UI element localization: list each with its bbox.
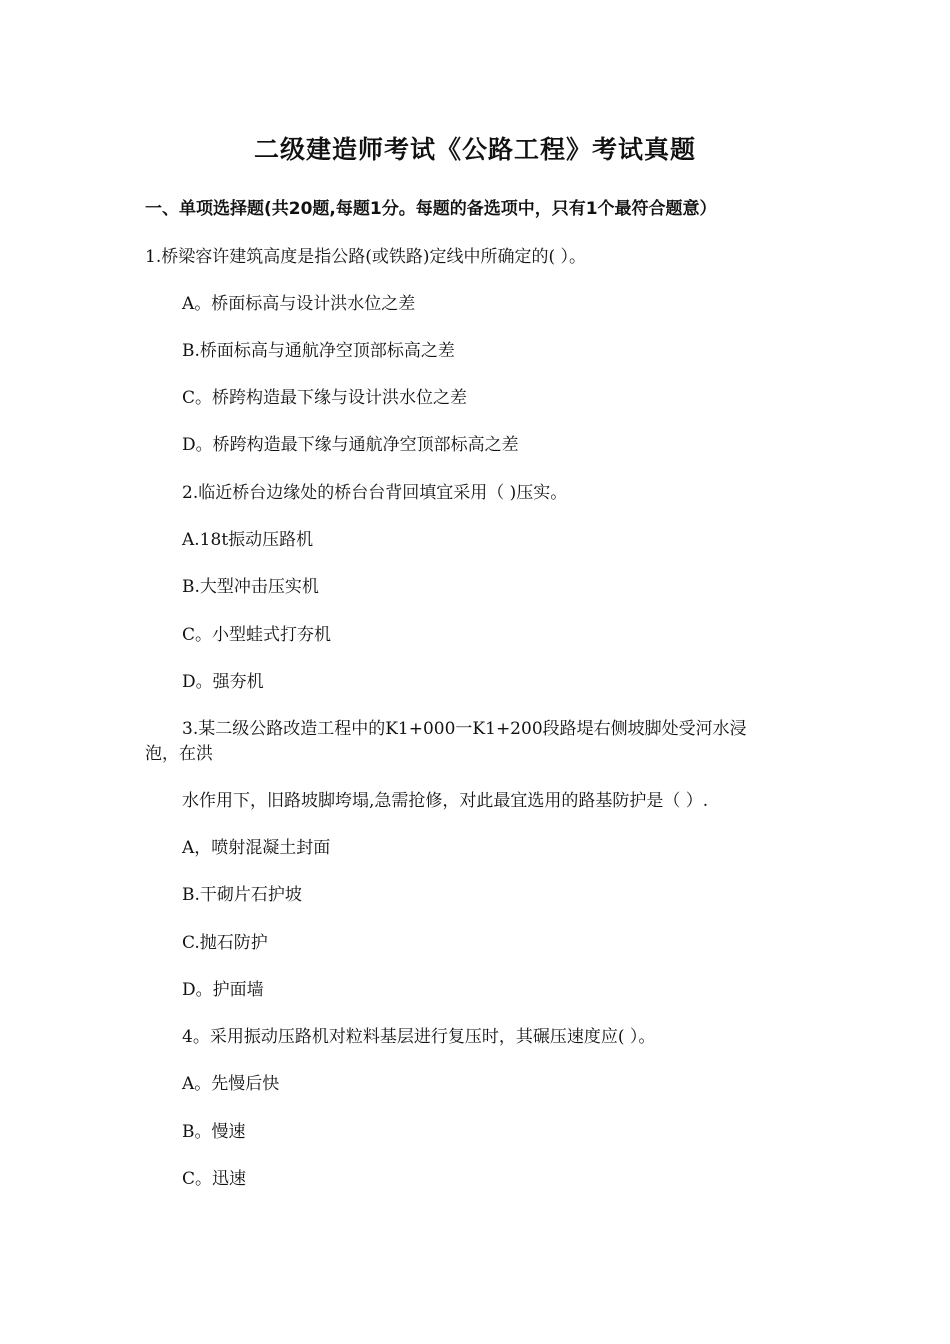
section-heading: 一、单项选择题(共20题,每题1分。每题的备选项中，只有1个最符合题意） <box>145 199 717 219</box>
question-3-option-a: A，喷射混凝土封面 <box>182 838 331 858</box>
question-1-option-b: B.桥面标高与通航净空顶部标高之差 <box>182 341 455 361</box>
question-1-stem: 1.桥梁容许建筑高度是指公路(或铁路)定线中所确定的( ）。 <box>145 247 587 267</box>
document-title: 二级建造师考试《公路工程》考试真题 <box>253 135 696 164</box>
question-2-option-b: B.大型冲击压实机 <box>182 577 319 597</box>
question-4-stem: 4。采用振动压路机对粒料基层进行复压时，其碾压速度应( ）。 <box>182 1027 656 1047</box>
question-4-option-b: B。慢速 <box>182 1122 246 1142</box>
question-2-option-d: D。强夯机 <box>182 672 264 692</box>
question-1-option-d: D。桥跨构造最下缘与通航净空顶部标高之差 <box>182 435 519 455</box>
question-2-option-a: A.18t振动压路机 <box>182 530 314 550</box>
question-1-option-c: C。桥跨构造最下缘与设计洪水位之差 <box>182 388 468 408</box>
question-3-stem-line-1: 3.某二级公路改造工程中的K1+000一K1+200段路堤右侧坡脚处受河水浸 <box>182 719 747 739</box>
question-3-stem-line-2: 泡，在洪 <box>145 744 213 764</box>
question-2-stem: 2.临近桥台边缘处的桥台台背回填宜采用（ )压实。 <box>182 483 568 503</box>
question-4-option-c: C。迅速 <box>182 1169 247 1189</box>
question-3-stem-line-3: 水作用下，旧路坡脚垮塌,急需抢修，对此最宜选用的路基防护是（ ）. <box>182 791 709 811</box>
question-3-option-d: D。护面墙 <box>182 980 264 1000</box>
question-1-option-a: A。桥面标高与设计洪水位之差 <box>182 294 416 314</box>
question-2-option-c: C。小型蛙式打夯机 <box>182 625 332 645</box>
question-3-option-c: C.抛石防护 <box>182 933 268 953</box>
question-3-option-b: B.干砌片石护坡 <box>182 885 302 905</box>
question-4-option-a: A。先慢后快 <box>182 1074 280 1094</box>
